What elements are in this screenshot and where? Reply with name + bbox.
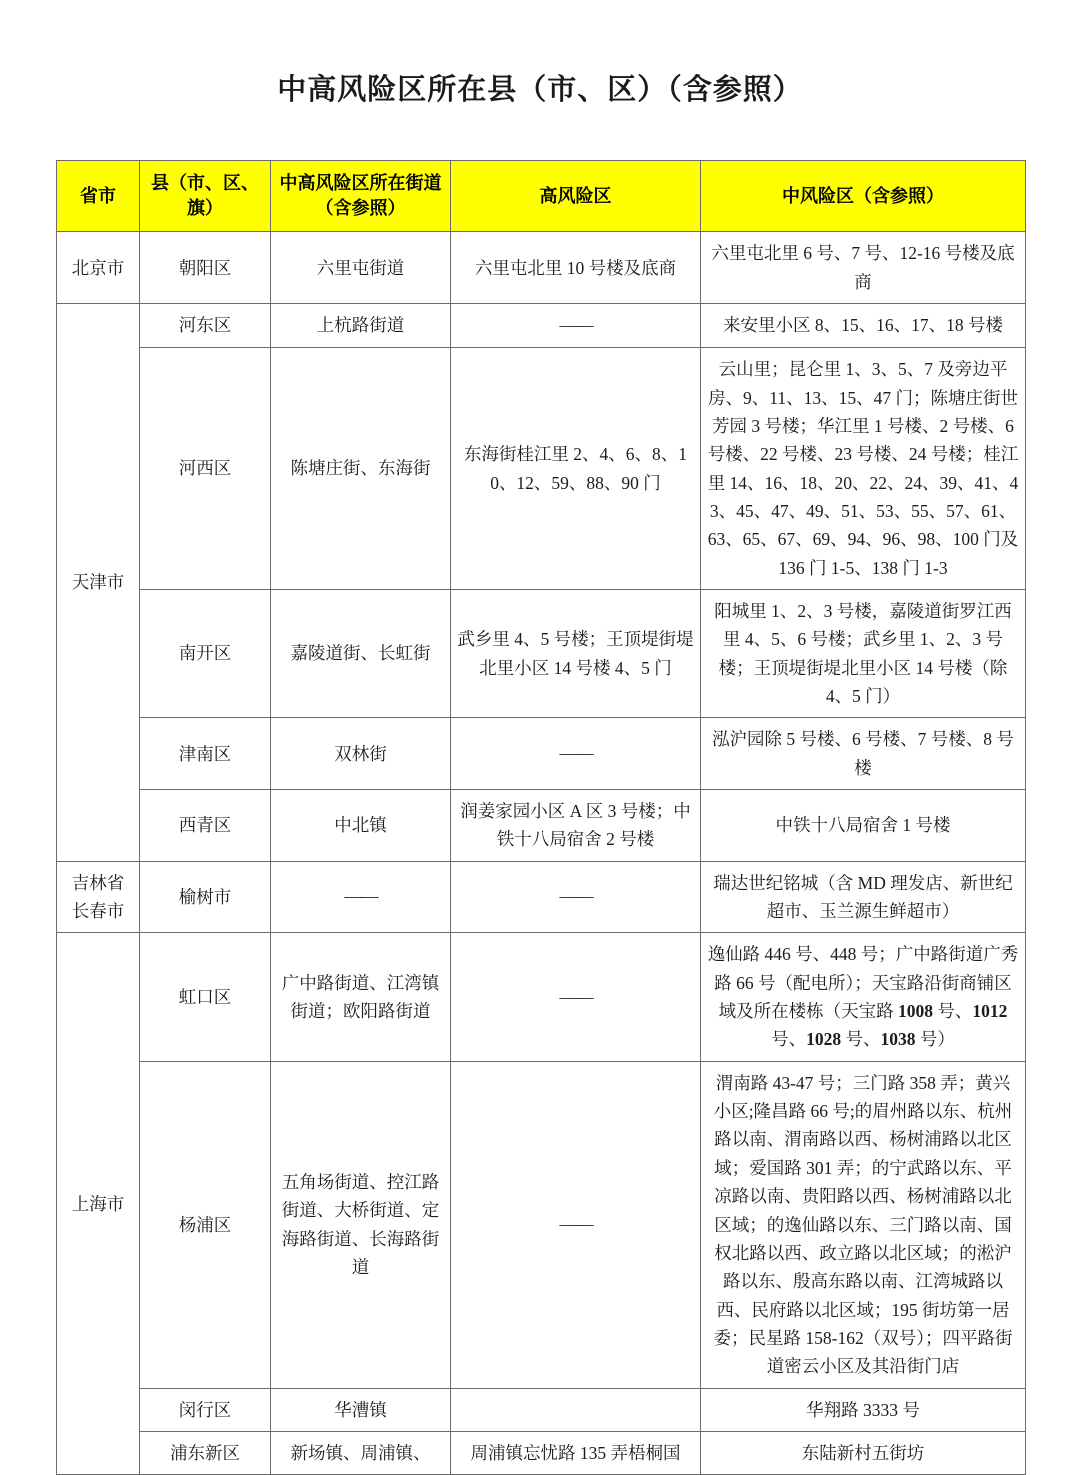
column-header-mid-risk: 中风险区（含参照）: [701, 161, 1026, 232]
no-data-dash: ——: [559, 886, 592, 907]
cell-county: 虹口区: [140, 933, 271, 1061]
cell-high-risk: 东海街桂江里 2、4、6、8、10、12、59、88、90 门: [451, 348, 701, 590]
cell-county: 河东区: [140, 304, 271, 348]
cell-street: 上杭路街道: [271, 304, 451, 348]
cell-county: 西青区: [140, 790, 271, 862]
table-row: [57, 1431, 1026, 1474]
cell-street: 陈塘庄街、东海街: [271, 348, 451, 590]
cell-street: 华漕镇: [271, 1388, 451, 1431]
cell-street: 嘉陵道街、长虹街: [271, 589, 451, 717]
cell-high-risk: [451, 718, 701, 790]
cell-mid-risk: 东陆新村五街坊: [701, 1431, 1026, 1474]
cell-province: 天津市: [57, 304, 140, 862]
risk-area-table: [56, 160, 1026, 1475]
cell-county: 南开区: [140, 589, 271, 717]
cell-high-risk: 润姜家园小区 A 区 3 号楼；中铁十八局宿舍 2 号楼: [451, 790, 701, 862]
cell-county: 杨浦区: [140, 1061, 271, 1388]
table-row: [57, 861, 1026, 933]
cell-high-risk: 武乡里 4、5 号楼；王顶堤街堤北里小区 14 号楼 4、5 门: [451, 589, 701, 717]
cell-mid-risk: 瑞达世纪铭城（含 MD 理发店、新世纪超市、玉兰源生鲜超市）: [701, 861, 1026, 933]
table-row: [57, 1061, 1026, 1388]
cell-street: 五角场街道、控江路街道、大桥街道、定海路街道、长海路街道: [271, 1061, 451, 1388]
cell-county: 浦东新区: [140, 1431, 271, 1474]
cell-mid-risk: 六里屯北里 6 号、7 号、12-16 号楼及底商: [701, 232, 1026, 304]
cell-high-risk: [451, 304, 701, 348]
cell-province: 上海市: [57, 933, 140, 1475]
column-header-province: 省市: [57, 161, 140, 232]
cell-mid-risk: 逸仙路 446 号、448 号；广中路街道广秀路 66 号（配电所）；天宝路沿街商铺区域及所在楼栋（天宝路 1008 号、1012 号、1028 号、1038 号）: [701, 933, 1026, 1061]
cell-high-risk: [451, 1388, 701, 1431]
cell-high-risk: [451, 1061, 701, 1388]
cell-mid-risk: 华翔路 3333 号: [701, 1388, 1026, 1431]
cell-mid-risk: 云山里；昆仑里 1、3、5、7 及旁边平房、9、11、13、15、47 门；陈塘庄街世芳园 3 号楼；华江里 1 号楼、2 号楼、6 号楼、22 号楼、23 号楼、24 号楼；桂江里 14、16、18、20、22、24、39、41、43、45、47、49、51、53、55、57、61、63、65、67、69、94、96、98、100 门及 136 门 1-5、138 门 1-3: [701, 348, 1026, 590]
table-row: [57, 304, 1026, 348]
table-row: [57, 232, 1026, 304]
cell-province: 吉林省 长春市: [57, 861, 140, 933]
cell-mid-risk: 中铁十八局宿舍 1 号楼: [701, 790, 1026, 862]
table-row: [57, 1388, 1026, 1431]
cell-street: 六里屯街道: [271, 232, 451, 304]
cell-street: 新场镇、周浦镇、: [271, 1431, 451, 1474]
table-body: [57, 232, 1026, 1475]
table-header-row: [57, 161, 1026, 232]
risk-area-table-container: [56, 160, 1025, 1475]
cell-high-risk: [451, 861, 701, 933]
column-header-county: 县（市、区、旗）: [140, 161, 271, 232]
cell-mid-risk: 来安里小区 8、15、16、17、18 号楼: [701, 304, 1026, 348]
cell-mid-risk: 阳城里 1、2、3 号楼，嘉陵道街罗江西里 4、5、6 号楼；武乡里 1、2、3 号楼；王顶堤街堤北里小区 14 号楼（除 4、5 门）: [701, 589, 1026, 717]
cell-street: [271, 861, 451, 933]
page-title: 中高风险区所在县（市、区）（含参照）: [277, 74, 803, 106]
no-data-dash: ——: [559, 315, 592, 336]
table-row: [57, 589, 1026, 717]
no-data-dash: ——: [559, 743, 592, 764]
cell-high-risk: 周浦镇忘忧路 135 弄梧桐国: [451, 1431, 701, 1474]
no-data-dash: ——: [344, 886, 377, 907]
cell-high-risk: [451, 933, 701, 1061]
cell-county: 朝阳区: [140, 232, 271, 304]
table-row: [57, 718, 1026, 790]
column-header-street: 中高风险区所在街道（含参照）: [271, 161, 451, 232]
cell-street: 双林街: [271, 718, 451, 790]
cell-mid-risk: 渭南路 43-47 号；三门路 358 弄；黄兴小区;隆昌路 66 号;的眉州路以东、杭州路以南、渭南路以西、杨树浦路以北区域；爱国路 301 弄；的宁武路以东、平凉路以南、贵阳路以西、杨树浦路以北区域；的逸仙路以东、三门路以南、国权北路以西、政立路以北区域；的淞沪路以东、殷高东路以南、江湾城路以西、民府路以北区域；195 街坊第一居委；民星路 158-162（双号）；四平路街道密云小区及其沿街门店: [701, 1061, 1026, 1388]
column-header-high-risk: 高风险区: [451, 161, 701, 232]
cell-street: 中北镇: [271, 790, 451, 862]
cell-county: 闵行区: [140, 1388, 271, 1431]
cell-mid-risk: 泓沪园除 5 号楼、6 号楼、7 号楼、8 号楼: [701, 718, 1026, 790]
cell-county: 河西区: [140, 348, 271, 590]
cell-province: 北京市: [57, 232, 140, 304]
cell-high-risk: 六里屯北里 10 号楼及底商: [451, 232, 701, 304]
table-row: [57, 933, 1026, 1061]
no-data-dash: ——: [559, 986, 592, 1007]
no-data-dash: ——: [559, 1214, 592, 1235]
table-row: [57, 790, 1026, 862]
cell-county: 津南区: [140, 718, 271, 790]
cell-street: 广中路街道、江湾镇街道；欧阳路街道: [271, 933, 451, 1061]
table-row: [57, 348, 1026, 590]
cell-county: 榆树市: [140, 861, 271, 933]
